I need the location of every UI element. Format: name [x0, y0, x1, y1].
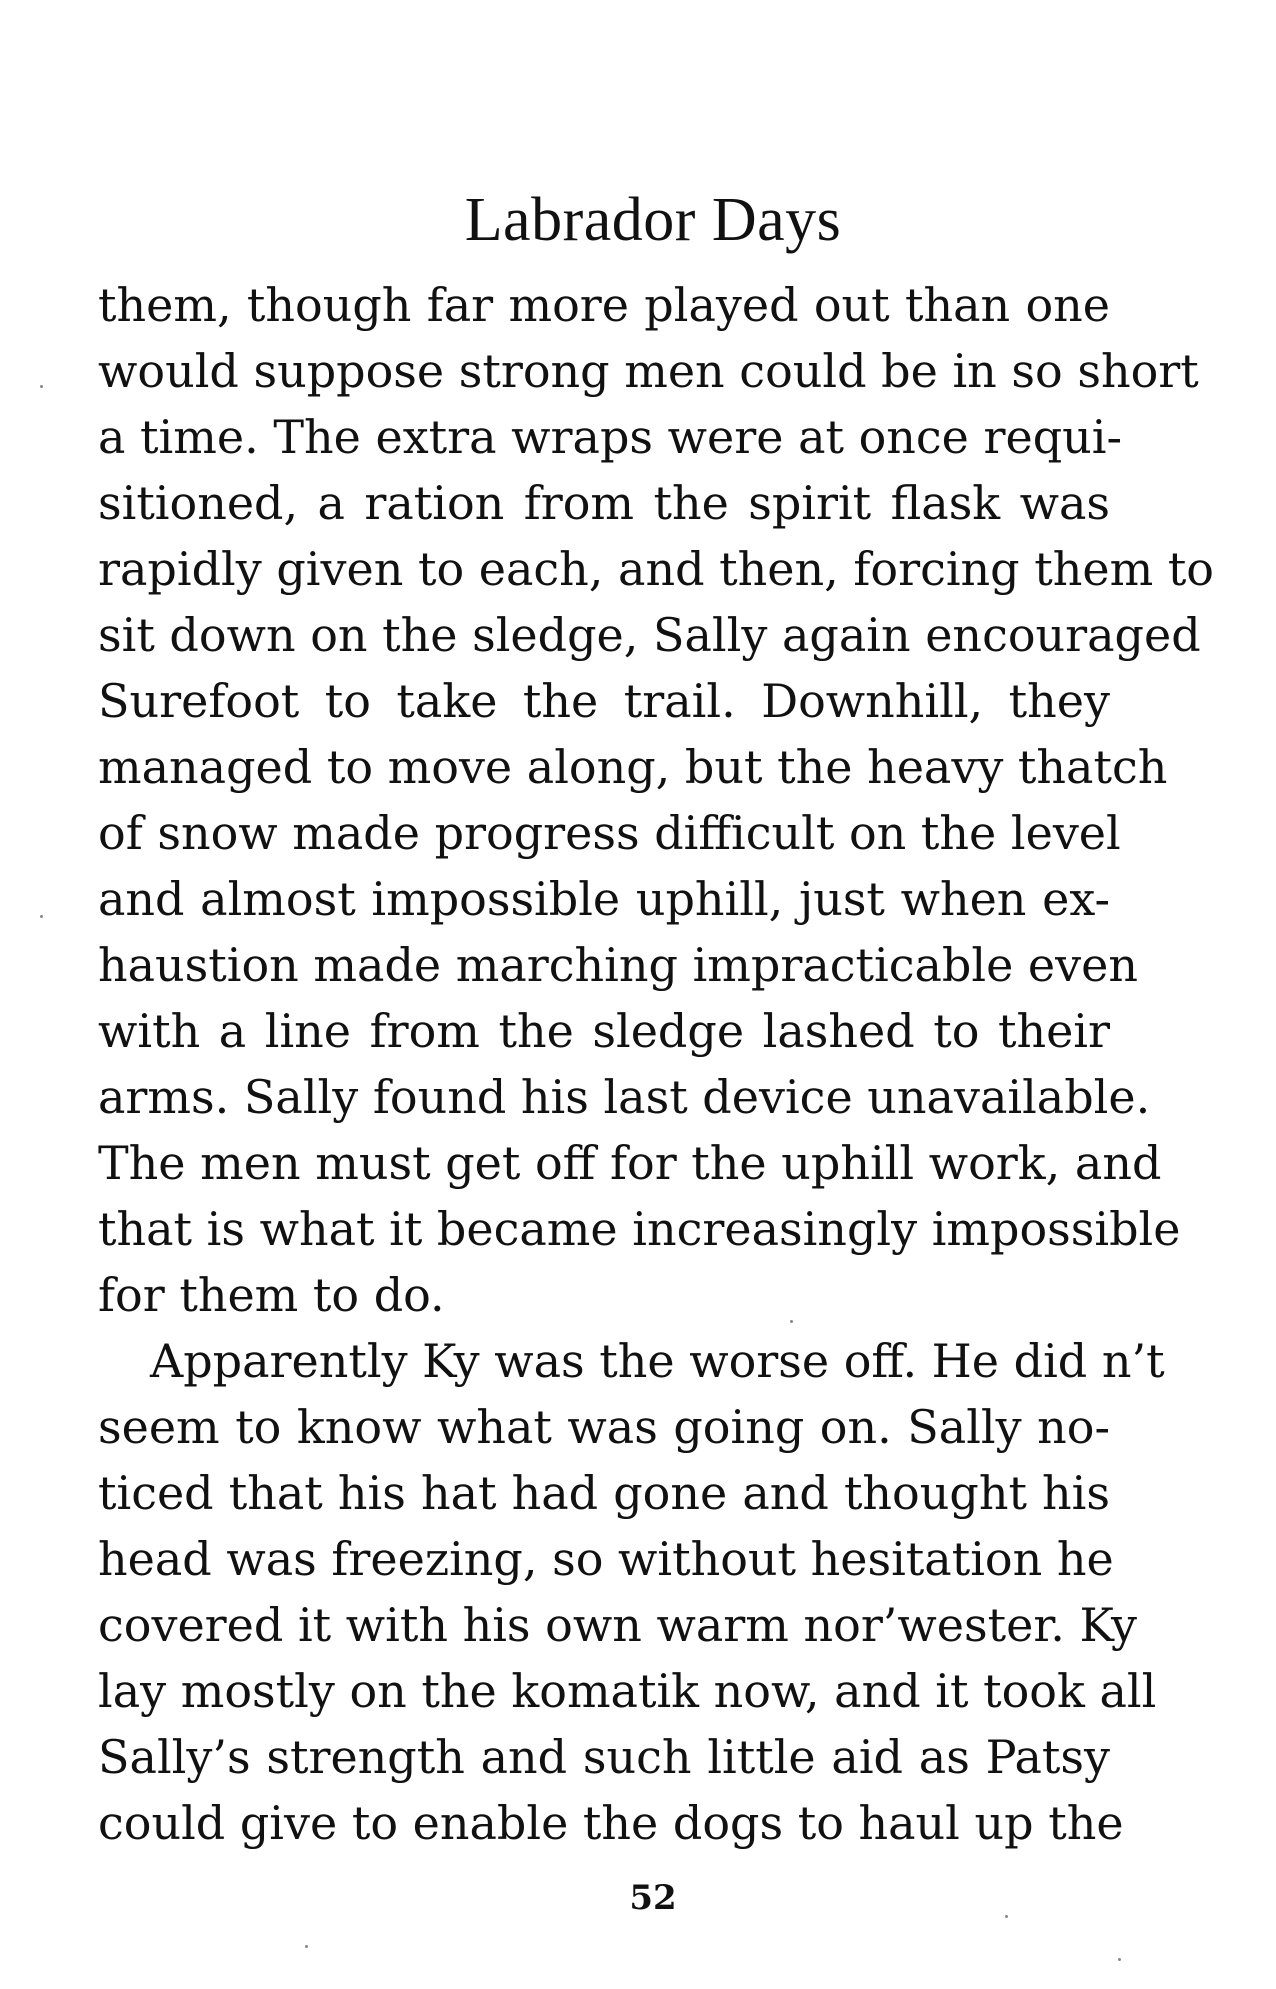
scan-speck: [305, 1945, 308, 1948]
text-line: could give to enable the dogs to haul up the: [98, 1796, 1124, 1850]
text-line: of snow made progress difficult on the level: [98, 806, 1121, 860]
text-line: them, though far more played out than one: [98, 278, 1110, 332]
text-line: covered it with his own warm nor’wester. Ky: [98, 1598, 1137, 1652]
text-line: The men must get off for the uphill work, and: [98, 1136, 1162, 1190]
scan-speck: [1005, 1915, 1008, 1918]
page-number: 52: [629, 1878, 677, 1918]
text-line: that is what it became increasingly impossible: [98, 1202, 1181, 1256]
running-head: Labrador Days: [464, 186, 842, 254]
text-line: lay mostly on the komatik now, and it took all: [98, 1664, 1157, 1718]
text-line: and almost impossible uphill, just when ex-: [98, 872, 1110, 926]
text-line: would suppose strong men could be in so short: [98, 344, 1199, 398]
text-line: ticed that his hat had gone and thought his: [98, 1466, 1110, 1520]
text-line: Surefoot to take the trail. Downhill, they: [98, 674, 1110, 728]
text-line: haustion made marching impracticable even: [98, 938, 1138, 992]
scan-speck: [1118, 1958, 1121, 1961]
text-line: rapidly given to each, and then, forcing them to: [98, 542, 1214, 596]
scan-speck: [790, 1320, 793, 1323]
scan-speck: [40, 385, 43, 388]
text-line: sitioned, a ration from the spirit flask was: [98, 476, 1110, 530]
text-line: for them to do.: [98, 1268, 445, 1322]
scan-speck: [40, 915, 43, 918]
text-line: sit down on the sledge, Sally again encouraged: [98, 608, 1201, 662]
text-line: with a line from the sledge lashed to their: [98, 1004, 1110, 1058]
paragraph-1: [98, 272, 1214, 1328]
text-line: managed to move along, but the heavy thatch: [98, 740, 1168, 794]
text-line: head was freezing, so without hesitation he: [98, 1532, 1114, 1586]
body-text: [98, 272, 1214, 1856]
text-line: Sally’s strength and such little aid as Patsy: [98, 1730, 1110, 1784]
paragraph-2: [98, 1328, 1165, 1856]
text-line: a time. The extra wraps were at once requi-: [98, 410, 1123, 464]
text-line: Apparently Ky was the worse off. He did n’t: [150, 1334, 1165, 1388]
text-line: seem to know what was going on. Sally no-: [98, 1400, 1110, 1454]
text-line: arms. Sally found his last device unavailable.: [98, 1070, 1151, 1124]
